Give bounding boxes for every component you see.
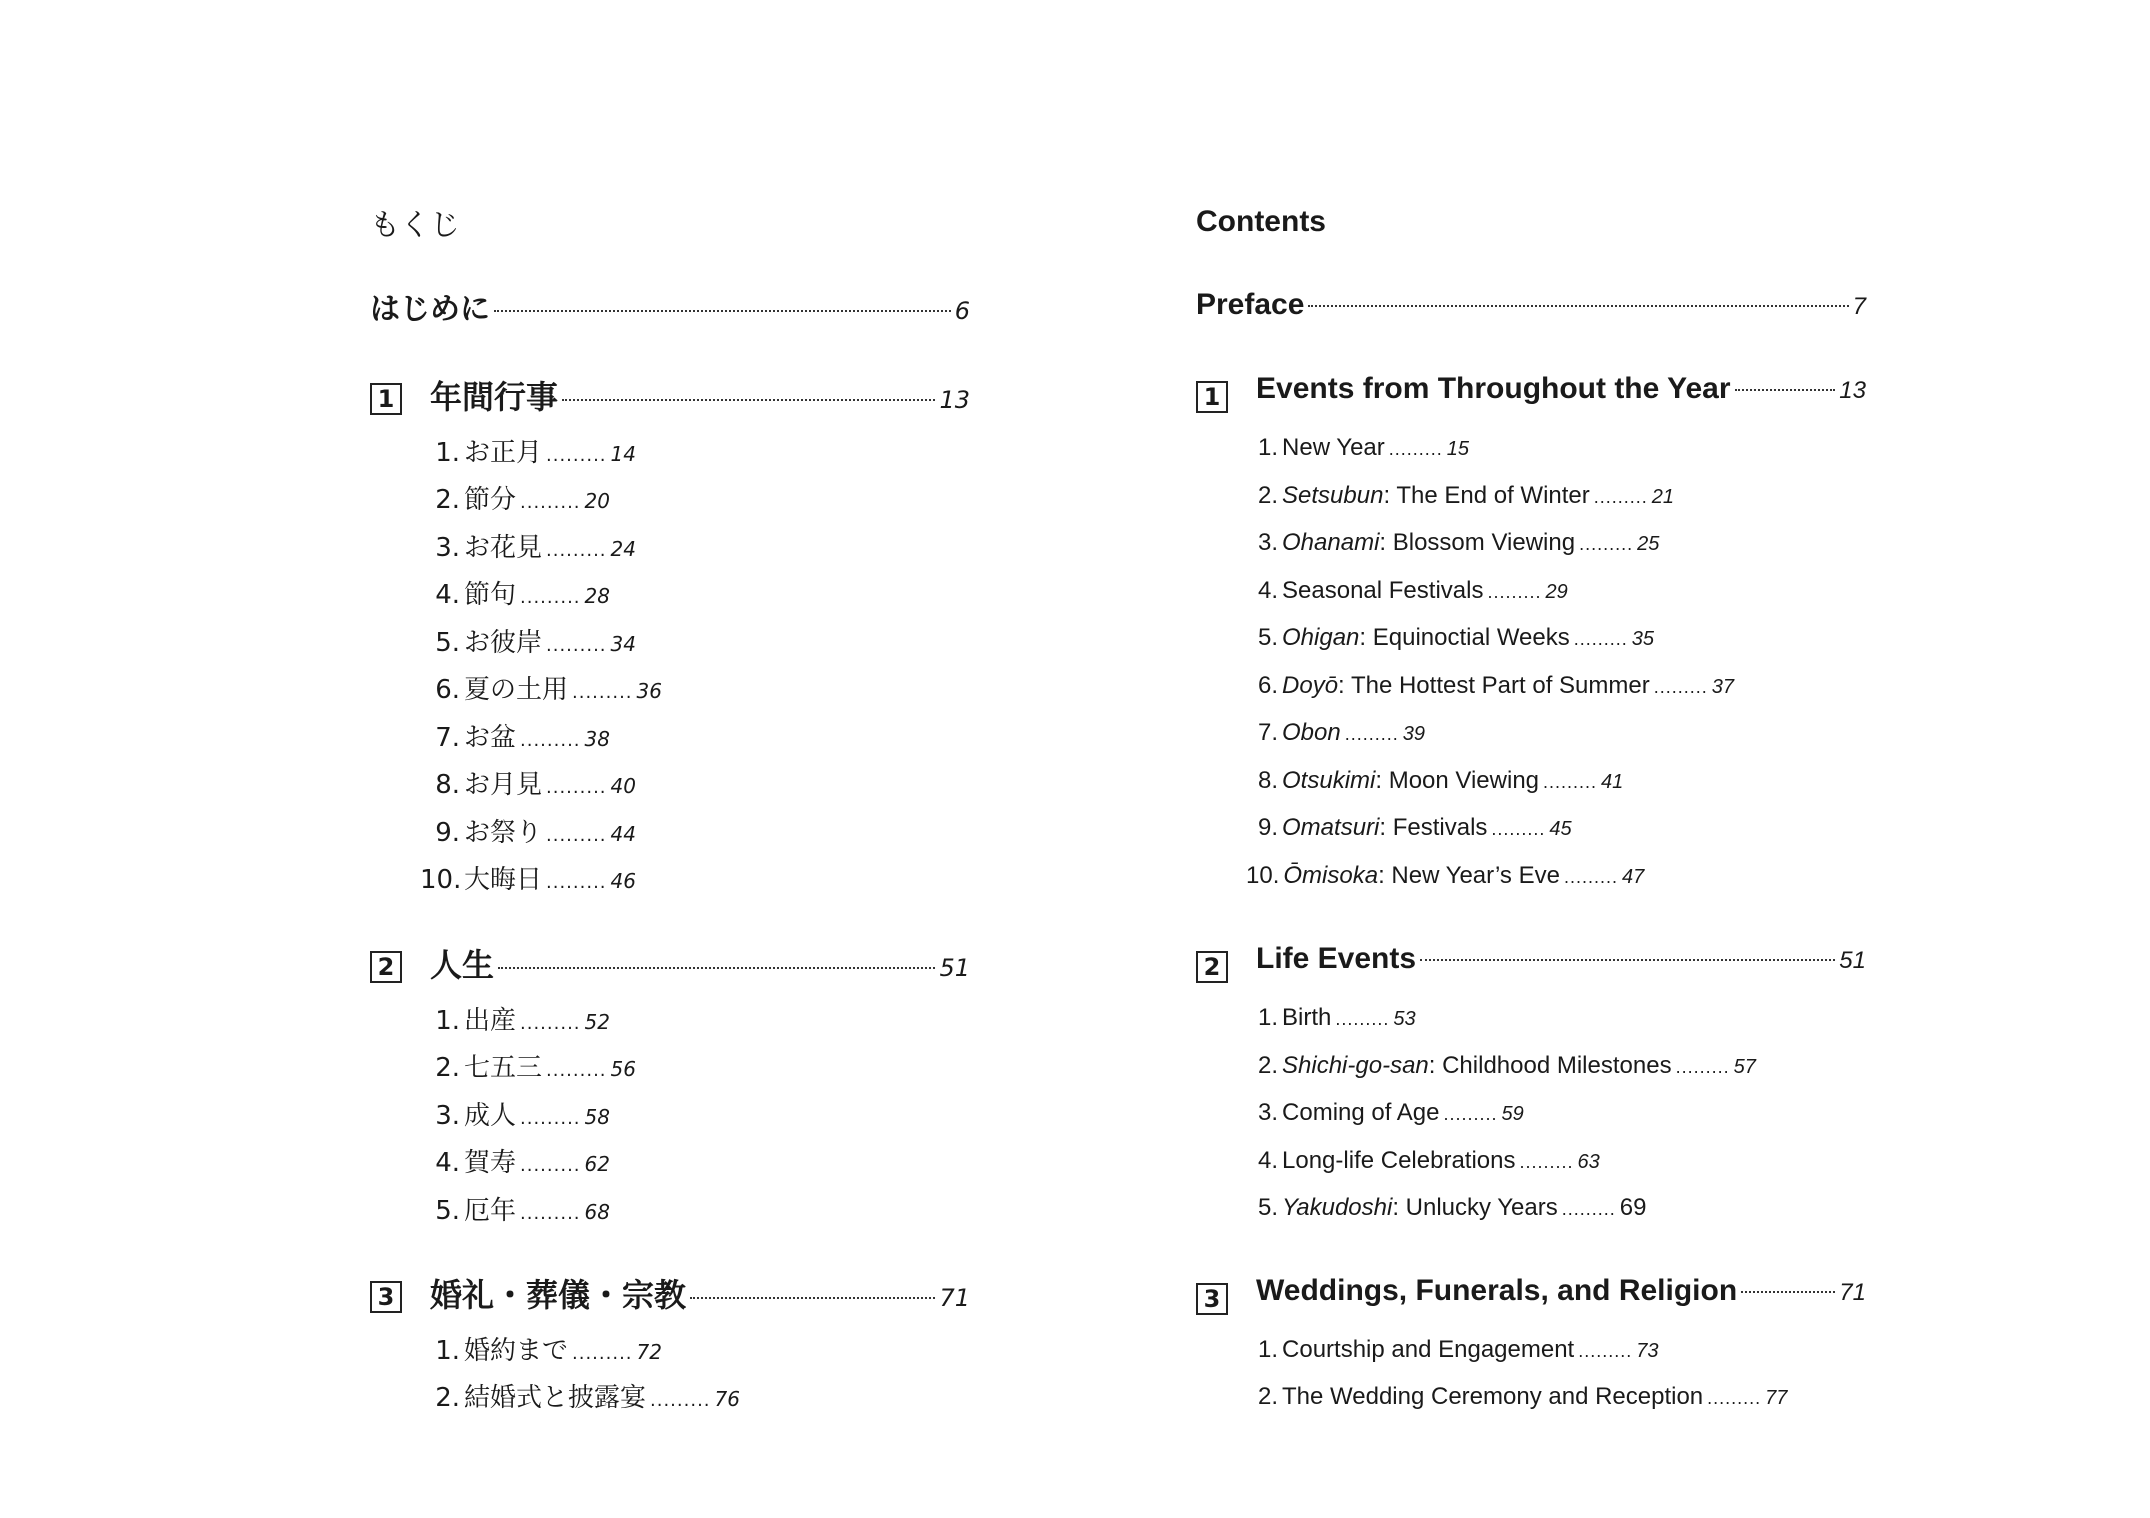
item-number: 3. (435, 1101, 460, 1131)
dot-leader: ......... (650, 1390, 711, 1411)
item-label: 大晦日 (464, 865, 543, 895)
dot-leader (1735, 389, 1836, 391)
list-item[interactable] (432, 527, 636, 564)
list-item[interactable] (1258, 1147, 1600, 1175)
item-number: 2. (435, 485, 460, 515)
dot-leader: ......... (1491, 819, 1546, 839)
dot-leader: ......... (546, 1060, 607, 1081)
dot-leader: ......... (1388, 439, 1443, 459)
page-number: 36 (636, 679, 662, 703)
item-label: New Year (1282, 434, 1385, 461)
item-number: 5. (435, 628, 460, 658)
page-number: 52 (584, 1010, 610, 1034)
dot-leader: ......... (1335, 1009, 1390, 1029)
page-number: 13 (1839, 377, 1866, 404)
page-number: 37 (1711, 676, 1734, 698)
dot-leader: ......... (1675, 1057, 1730, 1077)
section-number-box: 3 (370, 1281, 402, 1313)
page-number: 59 (1501, 1103, 1524, 1125)
item-number: 7. (1258, 719, 1279, 746)
page-number: 71 (939, 1284, 970, 1312)
item-term: Obon (1282, 719, 1341, 746)
item-label: : Childhood Milestones (1428, 1052, 1672, 1079)
page-number: 71 (1839, 1279, 1866, 1306)
item-label: 賀寿 (464, 1148, 517, 1178)
page-number: 6 (954, 297, 970, 325)
item-term: Doyō (1282, 672, 1339, 699)
item-label: お彼岸 (464, 628, 543, 658)
item-label: : The End of Winter (1383, 482, 1590, 509)
item-number: 3. (435, 533, 460, 563)
section-title-row[interactable] (430, 940, 970, 986)
item-term: Ohigan (1282, 624, 1360, 651)
item-number: 4. (1258, 1147, 1279, 1174)
list-item[interactable] (432, 717, 610, 754)
item-label: 節句 (464, 580, 517, 610)
page-number: 62 (584, 1152, 610, 1176)
list-item[interactable] (432, 1047, 636, 1084)
item-label: 結婚式と披露宴 (464, 1383, 647, 1413)
dot-leader: ......... (546, 635, 607, 656)
item-label: Courtship and Engagement (1282, 1336, 1575, 1363)
item-number: 3. (1258, 529, 1279, 556)
preface-entry[interactable] (370, 284, 970, 328)
item-number: 10. (420, 865, 462, 895)
list-item[interactable] (432, 574, 610, 611)
item-label: 婚約まで (464, 1336, 569, 1366)
item-term: Yakudoshi (1282, 1194, 1393, 1221)
list-item[interactable] (1258, 624, 1654, 652)
item-label: 節分 (464, 485, 517, 515)
list-item[interactable] (432, 479, 610, 516)
item-number: 9. (1258, 814, 1279, 841)
item-number: 1. (435, 1006, 460, 1036)
section-title-row[interactable] (1256, 1274, 1866, 1308)
item-label: : Equinoctial Weeks (1359, 624, 1570, 651)
dot-leader: ......... (520, 1013, 581, 1034)
toc-heading-jp: もくじ (370, 208, 460, 243)
page-number: 76 (714, 1387, 740, 1411)
list-item[interactable] (1258, 1004, 1416, 1032)
item-label: 成人 (464, 1101, 517, 1131)
item-label: 七五三 (464, 1053, 543, 1083)
list-item[interactable] (432, 432, 636, 469)
page-number: 35 (1631, 628, 1654, 650)
item-number: 1. (435, 438, 460, 468)
dot-leader: ......... (1653, 677, 1708, 697)
item-label: Long-life Celebrations (1282, 1147, 1516, 1174)
dot-leader: ......... (546, 825, 607, 846)
page-number: 20 (584, 489, 610, 513)
section-title: Life Events (1256, 942, 1417, 975)
dot-leader: ......... (546, 872, 607, 893)
list-item[interactable] (432, 1377, 740, 1414)
item-number: 9. (435, 818, 460, 848)
dot-leader: ......... (520, 1108, 581, 1129)
dot-leader: ......... (520, 1155, 581, 1176)
list-item[interactable] (420, 859, 636, 896)
page-number: 51 (939, 954, 970, 982)
item-label: 出産 (464, 1006, 517, 1036)
item-term: Ohanami (1282, 529, 1380, 556)
item-label: お正月 (464, 438, 543, 468)
item-number: 1. (1258, 434, 1279, 461)
item-number: 4. (1258, 577, 1279, 604)
item-label: お花見 (464, 533, 543, 563)
list-item[interactable] (1258, 529, 1659, 557)
list-item[interactable] (1258, 814, 1572, 842)
page-number: 73 (1636, 1340, 1659, 1362)
page-number: 29 (1545, 581, 1568, 603)
preface-label: Preface (1196, 288, 1305, 321)
section-title: Weddings, Funerals, and Religion (1256, 1274, 1738, 1307)
item-label: お祭り (464, 818, 543, 848)
section-title-row[interactable] (430, 1270, 970, 1316)
item-label: : Festivals (1379, 814, 1488, 841)
list-item[interactable] (1258, 482, 1674, 510)
item-label: Coming of Age (1282, 1099, 1440, 1126)
list-item[interactable] (432, 1330, 662, 1367)
page-number: 41 (1601, 771, 1624, 793)
item-label: : Unlucky Years (1392, 1194, 1558, 1221)
dot-leader: ......... (1519, 1152, 1574, 1172)
item-label: : Moon Viewing (1375, 767, 1540, 794)
page-number: 56 (610, 1057, 636, 1081)
list-item[interactable] (432, 1000, 610, 1037)
dot-leader (1741, 1291, 1835, 1293)
item-label: お月見 (464, 770, 543, 800)
page-number: 68 (584, 1200, 610, 1224)
dot-leader (494, 310, 951, 312)
toc-heading-en: Contents (1196, 205, 1326, 238)
page-number: 39 (1402, 723, 1425, 745)
list-item[interactable] (432, 764, 636, 801)
section-number-box: 1 (1196, 381, 1228, 413)
dot-leader: ......... (520, 1203, 581, 1224)
page-number: 15 (1446, 438, 1470, 460)
list-item[interactable] (432, 812, 636, 849)
dot-leader: ......... (1344, 724, 1399, 744)
item-term: Ōmisoka (1283, 862, 1379, 889)
dot-leader: ......... (1563, 867, 1618, 887)
item-number: 2. (1258, 1383, 1279, 1410)
page-number: 77 (1765, 1387, 1788, 1409)
page-number: 28 (584, 584, 610, 608)
dot-leader: ......... (572, 682, 633, 703)
list-item[interactable] (1258, 434, 1469, 462)
preface-entry[interactable] (1196, 288, 1866, 322)
list-item[interactable] (1258, 1052, 1756, 1080)
section-title-row[interactable] (1256, 942, 1866, 976)
page-number: 44 (610, 822, 636, 846)
page-number: 45 (1549, 818, 1572, 840)
item-term: Omatsuri (1282, 814, 1380, 841)
item-number: 2. (435, 1383, 460, 1413)
page-number: 13 (939, 386, 970, 414)
list-item[interactable] (1258, 672, 1734, 700)
item-label: : New Year’s Eve (1378, 862, 1560, 889)
item-number: 6. (1258, 672, 1279, 699)
section-title: Events from Throughout the Year (1256, 372, 1731, 405)
item-term: Otsukimi (1282, 767, 1376, 794)
section-title-row[interactable] (1256, 372, 1866, 406)
section-title: 人生 (430, 946, 495, 984)
dot-leader: ......... (1573, 629, 1628, 649)
section-number-box: 1 (370, 383, 402, 415)
dot-leader (562, 399, 935, 401)
preface-label: はじめに (370, 292, 490, 327)
section-title-row[interactable] (430, 372, 970, 418)
item-label: お盆 (464, 723, 517, 753)
item-number: 7. (435, 723, 460, 753)
page-number: 34 (610, 632, 636, 656)
dot-leader: ......... (546, 540, 607, 561)
item-number: 4. (435, 1148, 460, 1178)
item-number: 10. (1246, 862, 1280, 889)
dot-leader: ......... (546, 777, 607, 798)
page-number: 69 (1619, 1194, 1647, 1221)
dot-leader: ......... (520, 587, 581, 608)
section-title: 年間行事 (430, 378, 559, 416)
page-number: 21 (1651, 486, 1675, 508)
item-term: Shichi-go-san (1282, 1052, 1429, 1079)
item-number: 5. (1258, 624, 1279, 651)
item-term: Setsubun (1282, 482, 1384, 509)
page-number: 25 (1637, 533, 1660, 555)
item-number: 8. (1258, 767, 1279, 794)
list-item[interactable] (1258, 1099, 1524, 1127)
dot-leader: ......... (1707, 1388, 1762, 1408)
list-item[interactable] (432, 1095, 610, 1132)
dot-leader: ......... (1593, 487, 1648, 507)
page-number: 51 (1839, 947, 1866, 974)
item-label: 厄年 (464, 1196, 517, 1226)
dot-leader: ......... (1561, 1199, 1616, 1219)
list-item[interactable] (1258, 767, 1623, 795)
item-number: 2. (435, 1053, 460, 1083)
item-number: 2. (1258, 1052, 1279, 1079)
list-item[interactable] (1258, 577, 1568, 605)
section-title: 婚礼・葬儀・宗教 (430, 1276, 687, 1314)
item-number: 2. (1258, 482, 1279, 509)
page-number: 7 (1852, 293, 1866, 320)
item-number: 8. (435, 770, 460, 800)
left-page (370, 0, 970, 1518)
section-number-box: 2 (370, 951, 402, 983)
dot-leader: ......... (1443, 1104, 1498, 1124)
list-item[interactable] (432, 1190, 610, 1227)
list-item[interactable] (1246, 862, 1644, 890)
page-number: 58 (584, 1105, 610, 1129)
list-item[interactable] (432, 669, 662, 706)
dot-leader: ......... (572, 1343, 633, 1364)
dot-leader: ......... (1487, 582, 1542, 602)
dot-leader: ......... (546, 445, 607, 466)
list-item[interactable] (1258, 1336, 1658, 1364)
dot-leader (690, 1297, 935, 1299)
item-label: Birth (1282, 1004, 1332, 1031)
item-label: 夏の土用 (464, 675, 569, 705)
item-label: Seasonal Festivals (1282, 577, 1484, 604)
section-number-box: 2 (1196, 951, 1228, 983)
page-number: 24 (610, 537, 636, 561)
item-number: 1. (1258, 1004, 1279, 1031)
page-number: 63 (1577, 1151, 1600, 1173)
list-item[interactable] (1258, 1383, 1787, 1411)
dot-leader (1308, 305, 1848, 307)
page-number: 38 (584, 727, 610, 751)
dot-leader: ......... (1543, 772, 1598, 792)
dot-leader: ......... (1578, 1341, 1633, 1361)
dot-leader: ......... (520, 730, 581, 751)
item-number: 4. (435, 580, 460, 610)
item-number: 1. (1258, 1336, 1279, 1363)
item-number: 5. (1258, 1194, 1279, 1221)
item-number: 3. (1258, 1099, 1279, 1126)
section-number-box: 3 (1196, 1283, 1228, 1315)
list-item[interactable] (432, 622, 636, 659)
item-number: 5. (435, 1196, 460, 1226)
dot-leader (498, 967, 935, 969)
page-number: 53 (1393, 1008, 1416, 1030)
page-number: 57 (1733, 1056, 1756, 1078)
page-number: 47 (1621, 866, 1645, 888)
item-number: 1. (435, 1336, 460, 1366)
list-item[interactable] (432, 1142, 610, 1179)
list-item[interactable] (1258, 1194, 1646, 1222)
dot-leader: ......... (1579, 534, 1634, 554)
page-number: 72 (636, 1340, 662, 1364)
dot-leader: ......... (520, 492, 581, 513)
dot-leader (1420, 959, 1835, 961)
item-label: : The Hottest Part of Summer (1338, 672, 1650, 699)
list-item[interactable] (1258, 719, 1425, 747)
item-label: The Wedding Ceremony and Reception (1282, 1383, 1704, 1410)
page-number: 40 (610, 774, 636, 798)
item-number: 6. (435, 675, 460, 705)
page-number: 14 (610, 442, 636, 466)
item-label: : Blossom Viewing (1379, 529, 1576, 556)
right-page (1196, 0, 1866, 1518)
page-number: 46 (610, 869, 636, 893)
